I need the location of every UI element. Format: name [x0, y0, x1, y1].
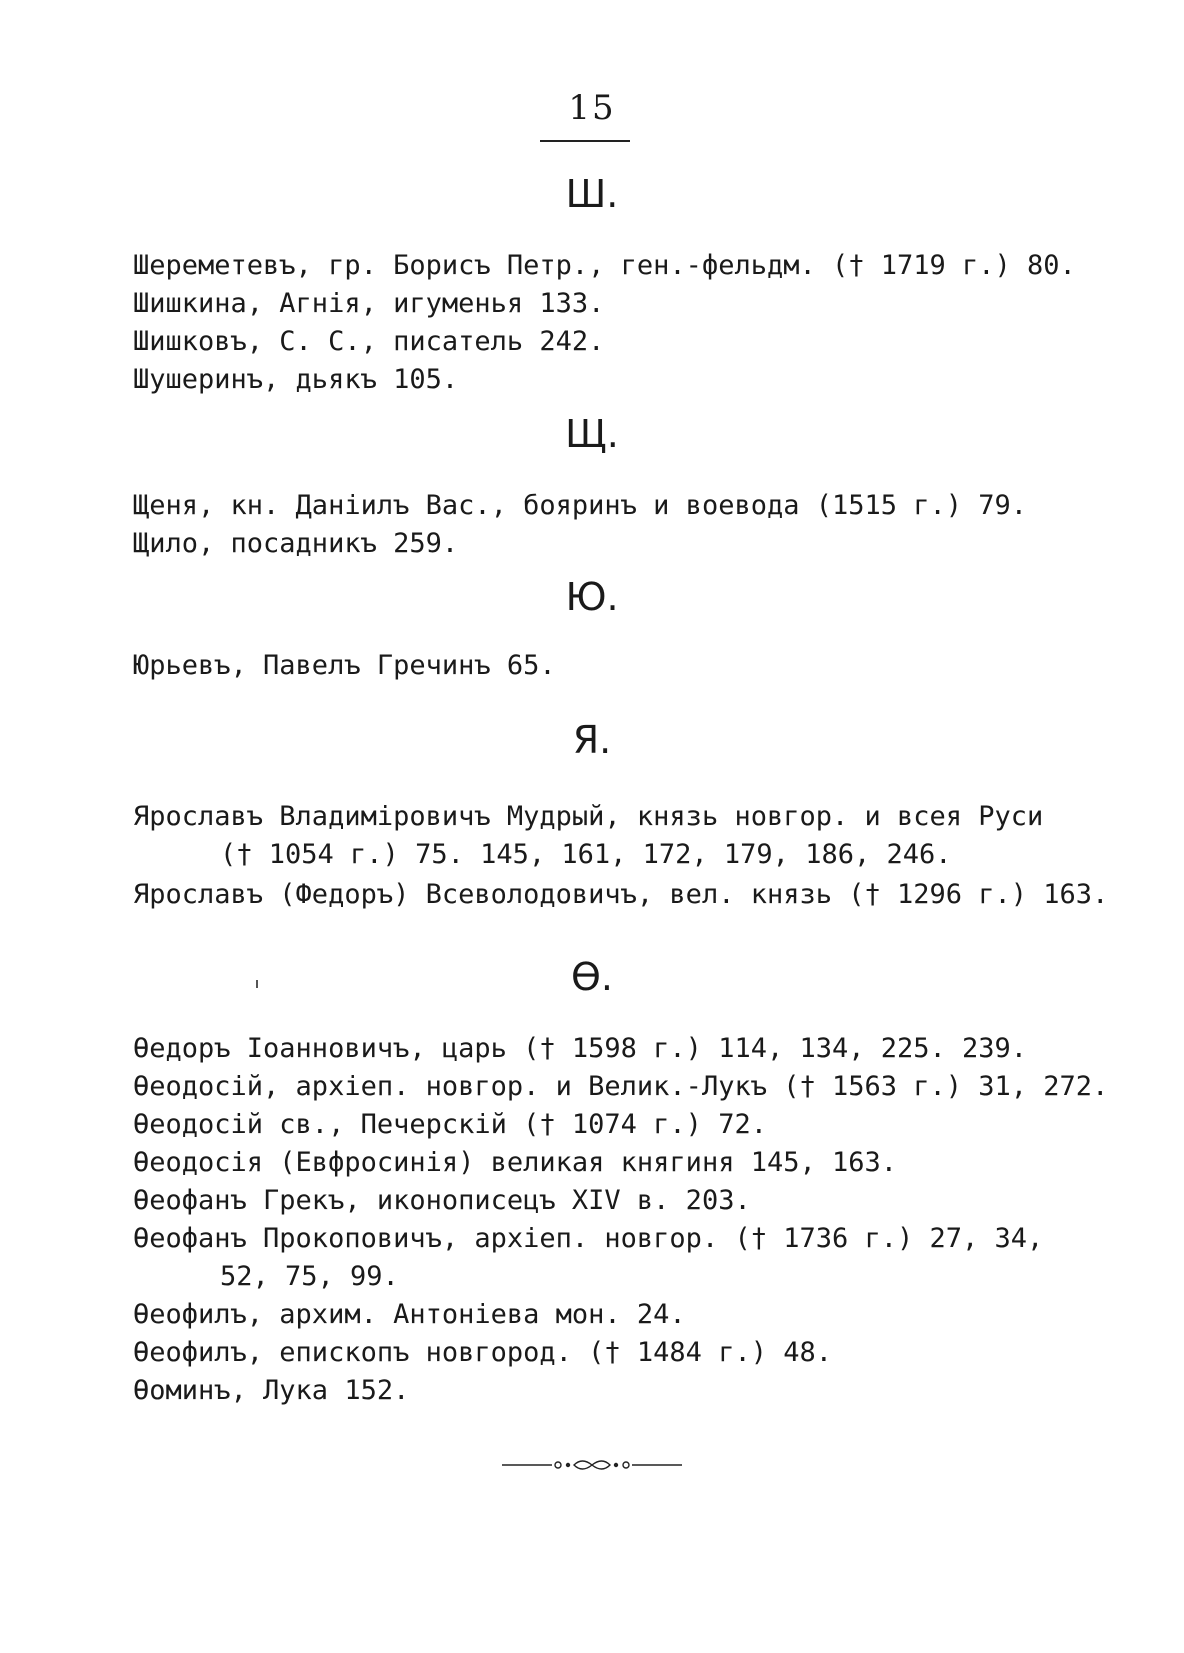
index-entry: Шушеринъ, дьякъ 105.: [133, 364, 459, 395]
index-entry: Ярославъ (Федоръ) Всеволодовичъ, вел. князь († 1296 г.) 163.: [133, 879, 1109, 910]
section-letter-ya: Я.: [572, 718, 612, 762]
section-letter-yu: Ю.: [565, 575, 619, 619]
index-entry: Ѳедоръ Іоанновичъ, царь († 1598 г.) 114, 134, 225. 239.: [133, 1033, 1028, 1064]
index-entry: Щеня, кн. Даніилъ Вас., бояринъ и воевода (1515 г.) 79.: [133, 490, 1028, 521]
index-entry: Ѳоминъ, Лука 152.: [133, 1375, 410, 1406]
index-entry: Ѳеодосія (Евфросинія) великая княгиня 145, 163.: [133, 1147, 898, 1178]
index-entry: Ярославъ Владиміровичъ Мудрый, князь новгор. и всея Руси: [133, 801, 1044, 832]
section-letter-fita: Ѳ.: [571, 955, 613, 999]
page-number-rule: [540, 140, 630, 142]
index-entry: Ѳеодосій, архіеп. новгор. и Велик.-Лукъ († 1563 г.) 31, 272.: [133, 1071, 1109, 1102]
index-entry: Щило, посадникъ 259.: [133, 528, 459, 559]
index-entry: Шишкина, Агнія, игуменья 133.: [133, 288, 605, 319]
index-entry: Шереметевъ, гр. Борисъ Петр., ген.-фельдм. († 1719 г.) 80.: [133, 250, 1076, 281]
index-entry-continuation: († 1054 г.) 75. 145, 161, 172, 179, 186, 246.: [220, 839, 952, 870]
section-letter-shcha: Щ.: [565, 412, 619, 456]
page-number: 15: [568, 88, 616, 128]
index-entry: Юрьевъ, Павелъ Гречинъ 65.: [133, 650, 556, 681]
section-letter-sha: Ш.: [565, 172, 619, 216]
index-entry: Шишковъ, С. С., писатель 242.: [133, 326, 605, 357]
index-entry: Ѳеофанъ Грекъ, иконописецъ XIV в. 203.: [133, 1185, 751, 1216]
index-entry-continuation: 52, 75, 99.: [220, 1261, 399, 1292]
index-entry: Ѳеофанъ Прокоповичъ, архіеп. новгор. († 1736 г.) 27, 34,: [133, 1223, 1044, 1254]
end-ornament: [500, 1455, 684, 1475]
index-entry: Ѳеофилъ, архим. Антоніева мон. 24.: [133, 1299, 686, 1330]
index-entry: Ѳеофилъ, епископъ новгород. († 1484 г.) 48.: [133, 1337, 832, 1368]
index-entry: Ѳеодосій св., Печерскій († 1074 г.) 72.: [133, 1109, 767, 1140]
